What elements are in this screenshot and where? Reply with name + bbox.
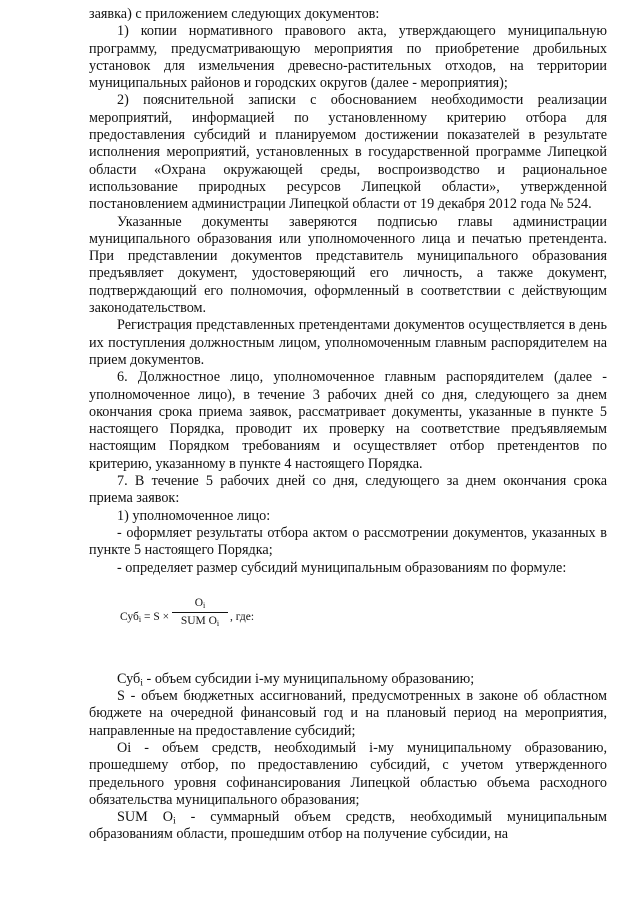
- paragraph-formula-intro: - определяет размер субсидий муниципальным образованиям по формуле:: [117, 559, 567, 576]
- paragraph-intro: заявка) с приложением следующих документов:: [89, 6, 380, 22]
- fraction-bar: [172, 612, 228, 613]
- definition-sum-oi: SUM $O_i$ - суммарный объем средств, необходимый муниципальным образованиям области, прошедшим отбор на получение субсидии, на: [89, 809, 607, 843]
- paragraph-item-1: 1) копии нормативного правового акта, утверждающего муниципальную программу, предусматривающую мероприятия по приобретение дробильных установок для измельчения древесно-растительных отходов, на территории муниципальных районов и городских округов (далее - мероприятия);: [89, 23, 607, 92]
- subsidy-formula: [117, 597, 607, 643]
- definition-oi: Oi - объем средств, необходимый i-му муниципальному образованию, прошедшему отбор, по предоставлению субсидий, с учетом утвержденного предельного уровня софинансирования Липецкой областью объема расходного обязательства муниципального образования;: [89, 739, 607, 808]
- paragraph-authorized-person: 1) уполномоченное лицо:: [117, 507, 271, 524]
- definition-sub-i: Суб$_i$ - объем субсидии i-му муниципальному образованию;: [117, 670, 475, 689]
- formula-lhs: Суб$_i$ = S ×: [120, 610, 170, 624]
- definition-s: S - объем бюджетных ассигнований, предусмотренных в законе об областном бюджете на очередной финансовый год и на плановый период на мероприятия, направленные на предоставление субсидий;: [89, 688, 607, 739]
- paragraph-section-7: 7. В течение 5 рабочих дней со дня, следующего за днем окончания срока приема заявок:: [89, 473, 607, 507]
- paragraph-registration: Регистрация представленных претендентами документов осуществляется в день их поступления должностным лицом, уполномоченным главным распорядителем на прием документов.: [89, 317, 607, 368]
- document-page: [89, 6, 607, 844]
- formula-denominator: SUM $O_i$: [180, 614, 220, 628]
- paragraph-section-6: 6. Должностное лицо, уполномоченное главным распорядителем (далее - уполномоченное лицо), в течение 3 рабочих дней со дня, следующего за днем окончания срока приема заявок, рассматривает документы, указанные в пункте 5 настоящего Порядка, проводит их проверку на соответствие предъявляемым настоящим Порядком требованиям и осуществляет отбор претендентов по критерию, указанному в пункте 4 настоящего Порядка.: [89, 369, 607, 472]
- formula-numerator: $O_i$: [194, 596, 206, 610]
- formula-fraction: [172, 597, 228, 628]
- paragraph-item-2: 2) пояснительной записки с обоснованием необходимости реализации мероприятий, информацией по установленному критерию отбора для предоставления субсидий и планируемом достижении показателей в результате исполнения мероприятий, установленных в государственной программе Липецкой области «Охрана окружающей среды, воспроизводство и рациональное использование природных ресурсов Липецкой области», утвержденной постановлением администрации Липецкой области от 19 декабря 2012 года № 524.: [89, 92, 607, 213]
- paragraph-certification: Указанные документы заверяются подписью главы администрации муниципального образования или уполномоченного лица и печатью претендента. При представлении документов представитель муниципального образования предъявляет документ, удостоверяющий его личность, а также документ, подтверждающий его полномочия, оформленный в соответствии с действующим законодательством.: [89, 213, 607, 317]
- paragraph-results: - оформляет результаты отбора актом о рассмотрении документов, указанных в пункте 5 настоящего Порядка;: [89, 524, 607, 559]
- formula-tail: , где:: [230, 610, 255, 623]
